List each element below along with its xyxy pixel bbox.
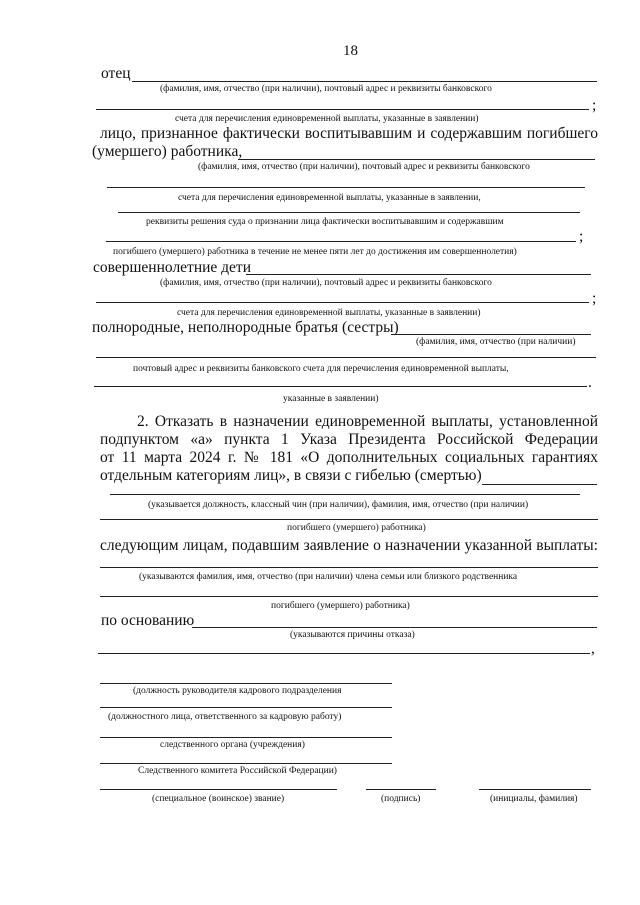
signature-line-2[interactable] [100, 707, 392, 708]
father-field-line-2[interactable] [96, 109, 589, 110]
deceased-field-line[interactable] [482, 484, 597, 485]
signature-caption-2: (должностного лица, ответственного за кадровую работу) [108, 712, 342, 722]
siblings-label: полнородные, неполнородные братья (сестры) [92, 319, 399, 336]
section2-caption-3: (указываются фамилия, имя, отчество (при наличии) члена семьи или близкого родственника [139, 572, 518, 582]
father-caption-2: счета для перечисления единовременной выплаты, указанные в заявлении) [175, 114, 479, 124]
guardian-field-line-3[interactable] [118, 212, 580, 213]
persons-text [100, 537, 598, 555]
deceased-field-line-2[interactable] [110, 494, 580, 495]
name-line[interactable] [479, 789, 591, 790]
guardian-text-line-2: (умершего) работника, [92, 143, 243, 160]
children-field-line[interactable] [246, 274, 591, 275]
semicolon: ; [592, 290, 597, 307]
signature-caption-4: Следственного комитета Российской Федерации) [138, 766, 337, 776]
section2-caption-2: погибшего (умершего) работника) [287, 523, 426, 533]
father-label: отец [101, 65, 131, 82]
section2-line-2: подпунктом «а» пункта 1 Указа Президента Российской Федерации [100, 431, 598, 448]
section2-line-1: 2. Отказать в назначении единовременной выплаты, установленной [137, 413, 598, 430]
father-caption-1: (фамилия, имя, отчество (при наличии), почтовый адрес и реквизиты банковского [160, 84, 492, 94]
comma: , [591, 640, 595, 657]
guardian-field-line[interactable] [238, 159, 595, 160]
siblings-caption-3: указанные в заявлении) [283, 394, 379, 404]
guardian-field-line-2[interactable] [107, 187, 585, 188]
basis-field-line[interactable] [192, 627, 597, 628]
guardian-caption-1: (фамилия, имя, отчество (при наличии), почтовый адрес и реквизиты банковского [198, 162, 530, 172]
sign-caption: (подпись) [381, 794, 421, 804]
signature-caption-1: (должность руководителя кадрового подразделения [133, 686, 342, 696]
section2-caption-5: (указываются причины отказа) [290, 630, 415, 640]
section2-caption-4: погибшего (умершего) работника) [271, 601, 410, 611]
guardian-caption-2: счета для перечисления единовременной выплаты, указанные в заявлении, [178, 193, 481, 203]
siblings-field-line[interactable] [391, 334, 591, 335]
period: . [588, 374, 592, 391]
siblings-field-line-3[interactable] [94, 386, 587, 387]
section2-paragraph [100, 413, 598, 467]
siblings-caption-2: почтовый адрес и реквизиты банковского счета для перечисления единовременной выплаты, [133, 364, 509, 374]
deceased-field-line-3[interactable] [100, 519, 598, 520]
basis-field-line-2[interactable] [98, 653, 590, 654]
signature-line-1[interactable] [100, 683, 392, 684]
sign-line[interactable] [366, 789, 436, 790]
section2-caption-1: (указывается должность, классный чин (при наличии), фамилия, имя, отчество (при наличии) [148, 500, 529, 510]
children-caption-1: (фамилия, имя, отчество (при наличии), почтовый адрес и реквизиты банковского [160, 278, 492, 288]
guardian-caption-3: реквизиты решения суда о признании лица фактически воспитывавшим и содержавшим [146, 217, 504, 227]
children-caption-2: счета для перечисления единовременной выплаты, указанные в заявлении) [177, 308, 481, 318]
guardian-text-line-1: лицо, признанное фактически воспитывавшим и содержавшим погибшего [100, 125, 598, 142]
guardian-caption-4: погибшего (умершего) работника в течение не менее пяти лет до достижения им совершеннолетия) [113, 247, 517, 257]
page-number: 18 [343, 43, 358, 59]
signature-line-4[interactable] [100, 763, 392, 764]
signature-caption-3: следственного органа (учреждения) [160, 740, 305, 750]
section2-line-4: отдельным категориям лиц», в связи с гибелью (смертью) [100, 467, 482, 484]
basis-label: по основанию [101, 612, 195, 629]
rank-caption: (специальное (воинское) звание) [152, 794, 285, 804]
name-caption: (инициалы, фамилия) [490, 794, 578, 804]
siblings-caption-1: (фамилия, имя, отчество (при наличии) [416, 337, 576, 347]
persons-field-line[interactable] [100, 567, 598, 568]
guardian-text [100, 125, 598, 143]
guardian-field-line-4[interactable] [106, 241, 576, 242]
rank-line[interactable] [100, 789, 337, 790]
persons-field-line-2[interactable] [100, 596, 598, 597]
children-field-line-2[interactable] [96, 302, 589, 303]
signature-line-3[interactable] [100, 737, 392, 738]
siblings-field-line-2[interactable] [96, 357, 596, 358]
semicolon: ; [592, 97, 597, 114]
persons-text-line: следующим лицам, подавшим заявление о назначении указанной выплаты: [100, 537, 598, 554]
children-label: совершеннолетние дети [93, 259, 252, 276]
father-field-line[interactable] [132, 81, 597, 82]
semicolon: ; [579, 228, 584, 245]
section2-line-3: от 11 марта 2024 г. № 181 «О дополнительных социальных гарантиях [100, 449, 598, 466]
